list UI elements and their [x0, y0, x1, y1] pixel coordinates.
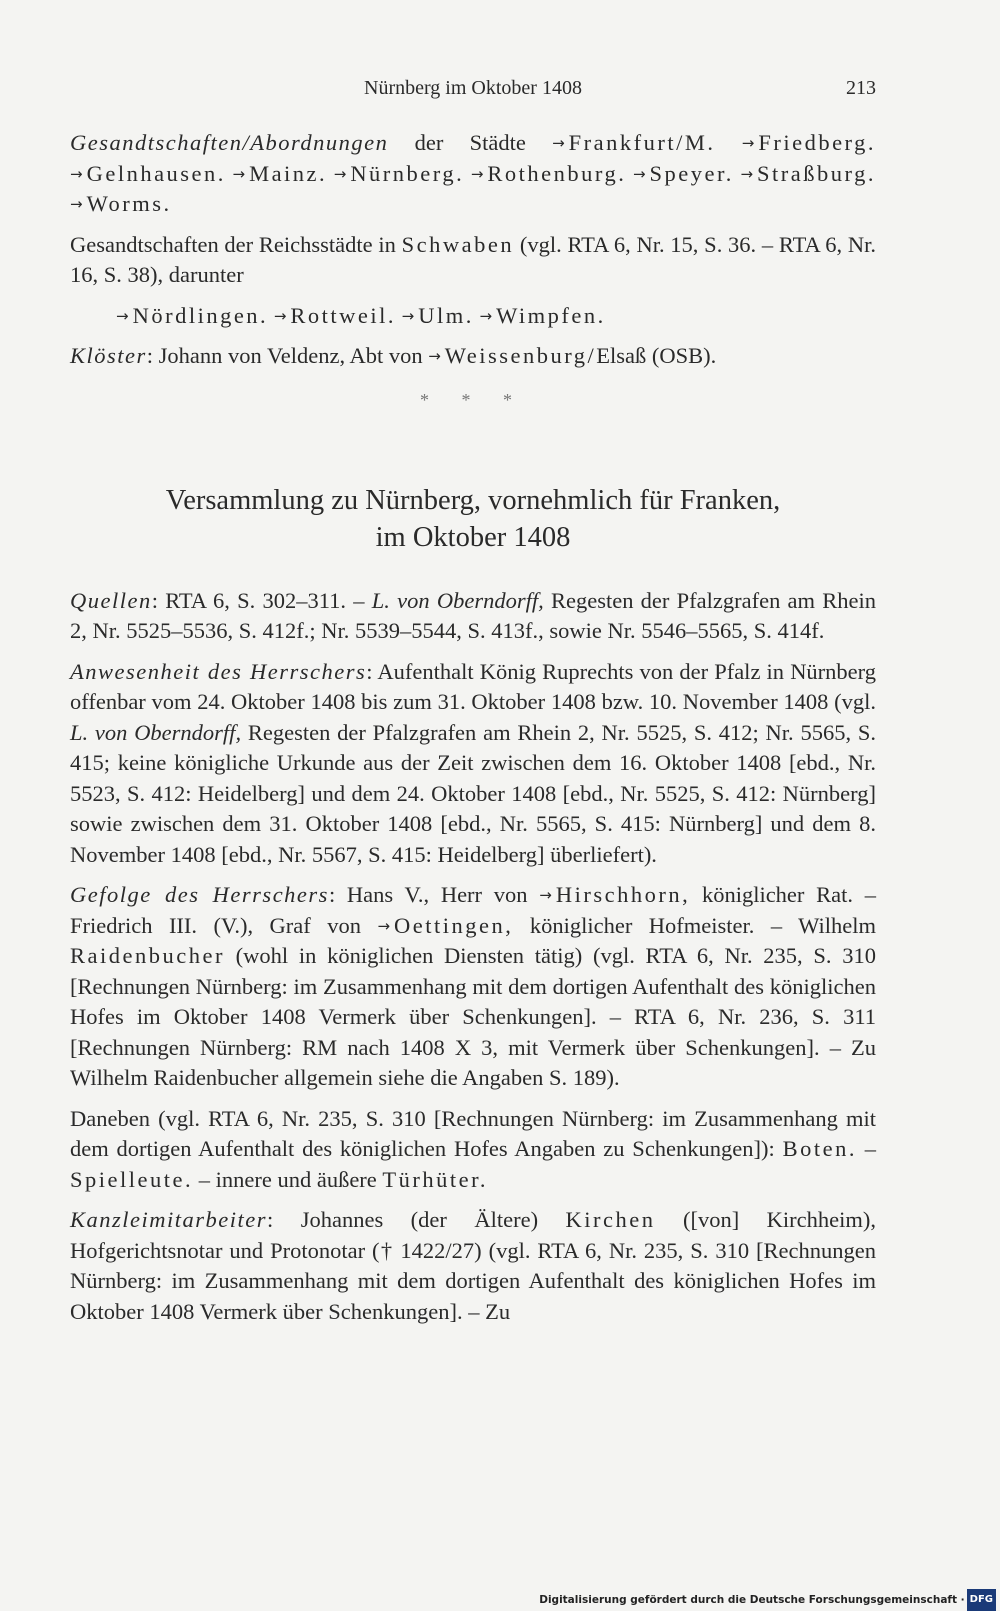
place-name: Ulm.: [418, 302, 474, 328]
place-name: Straßburg.: [757, 160, 876, 186]
place-name: Worms.: [86, 191, 172, 216]
gesandtschaften-paragraph: Gesandtschaften/Abordnungen der Städte → Frankfurt/M. → Friedberg. → Gelnhausen. → Mainz. → Nürnberg. → Rothenburg. → Speyer. → Straßburg. → Worms.: [70, 130, 877, 216]
region-name: Schwaben: [401, 231, 515, 257]
place-name: Rothenburg.: [487, 160, 627, 186]
arrow-icon: →: [232, 164, 246, 183]
place-name: Wimpfen.: [496, 302, 606, 328]
place-name: Weissenburg/: [444, 343, 597, 368]
place-name: Rottweil.: [290, 302, 397, 328]
arrow-icon: →: [740, 164, 754, 183]
arrow-icon: →: [116, 306, 129, 325]
kanzlei-label: Kanzleimitarbeiter: [70, 1207, 267, 1232]
person-name: Kirchen: [565, 1207, 656, 1232]
arrow-icon: →: [333, 164, 347, 183]
place-name: Frankfurt/M.: [568, 130, 716, 155]
arrow-icon: →: [539, 886, 552, 904]
kloester-paragraph: Klöster: Johann von Veldenz, Abt von → Weissenburg/Elsaß (OSB).: [70, 343, 717, 368]
reichsstaedte-cities: [70, 301, 876, 332]
place-name: Nördlingen.: [132, 302, 269, 328]
place-name: Friedberg.: [758, 130, 877, 155]
city-list: [116, 303, 606, 328]
place-name: Nürnberg.: [350, 160, 465, 186]
section-title: Versammlung zu Nürnberg, vornehmlich für Franken, im Oktober 1408: [165, 484, 781, 553]
arrow-icon: →: [552, 134, 565, 152]
page-content: [70, 128, 876, 1337]
role-tuerhueter: Türhüter.: [382, 1166, 489, 1192]
role-spielleute: Spielleute.: [70, 1166, 194, 1192]
quellen-paragraph: Quellen: RTA 6, S. 302–311. – L. von Oberndorff, Regesten der Pfalzgrafen am Rhein 2, Nr. 5525–5536, S. 412f.; Nr. 5539–5544, S. 413f., sowie Nr. 5546–5565, S. 414f.: [70, 587, 877, 643]
gesandtschaften-label: Gesandtschaften/Abordnungen: [70, 130, 389, 155]
author-citation: L. von Oberndorff,: [371, 587, 544, 613]
author-citation: L. von Oberndorff,: [70, 719, 242, 745]
arrow-icon: →: [479, 306, 493, 325]
running-title: Nürnberg im Oktober 1408: [364, 77, 582, 99]
arrow-icon: →: [273, 306, 287, 325]
section-separator: * * *: [420, 389, 526, 410]
person-name: Raidenbucher: [70, 943, 225, 968]
arrow-icon: →: [741, 134, 755, 152]
place-name: Hirschhorn,: [555, 882, 691, 907]
quellen-label: Quellen: [70, 587, 152, 613]
anwesenheit-label: Anwesenheit des Herrschers: [70, 658, 367, 684]
gefolge-label: Gefolge des Herrschers: [70, 882, 329, 907]
arrow-icon: →: [632, 164, 646, 183]
role-boten: Boten.: [782, 1136, 857, 1161]
page-number: 213: [846, 77, 876, 99]
arrow-icon: →: [70, 164, 83, 183]
place-name: Mainz.: [249, 160, 328, 186]
digitization-footer: [539, 1589, 996, 1609]
kanzlei-paragraph: Kanzleimitarbeiter: Johannes (der Ältere) Kirchen ([von] Kirchheim), Hofgerichtsnotar und Protonotar († 1422/27) (vgl. RTA 6, Nr. 235, S. 310 [Rechnungen Nürnberg: im Zusammenhang mit dem dortigen Aufenthalt des königlichen Hofes im Oktober 1408 Vermerk über Schenkungen]. – Zu: [70, 1207, 876, 1324]
dfg-logo: DFG: [967, 1589, 996, 1611]
arrow-icon: →: [428, 347, 441, 365]
kloester-label: Klöster: [70, 343, 147, 368]
reichsstaedte-paragraph: Gesandtschaften der Reichsstädte in Schwaben (vgl. RTA 6, Nr. 15, S. 36. – RTA 6, Nr. 16, S. 38), darunter: [70, 231, 877, 287]
arrow-icon: →: [377, 916, 391, 935]
gefolge-paragraph: Gefolge des Herrschers: Hans V., Herr von → Hirschhorn, königlicher Rat. – Friedrich III. (V.), Graf von → Oettingen, königlicher Hofmeister. – Wilhelm Raidenbucher (wohl in königlichen Diensten tätig) (vgl. RTA 6, Nr. 235, S. 310 [Rechnungen Nürnberg: im Zusammenhang mit dem dortigen Aufenthalt des königlichen Hofes im Oktober 1408 Vermerk über Schenkungen]. – RTA 6, Nr. 236, S. 311 [Rechnungen Nürnberg: RM nach 1408 X 3, mit Vermerk über Schenkungen]. – Zu Wilhelm Raidenbucher allgemein siehe die Angaben S. 189).: [70, 882, 877, 1090]
arrow-icon: →: [470, 164, 484, 183]
place-name: Gelnhausen.: [86, 160, 226, 186]
daneben-paragraph: Daneben (vgl. RTA 6, Nr. 235, S. 310 [Rechnungen Nürnberg: im Zusammenhang mit dem dortigen Aufenthalt des königlichen Hofes Angaben zu Schenkungen]): Boten. – Spielleute. – innere und äußere Türhüter.: [70, 1105, 877, 1192]
anwesenheit-paragraph: Anwesenheit des Herrschers: Aufenthalt König Ruprechts von der Pfalz in Nürnberg offenbar vom 24. Oktober 1408 bis zum 31. Oktober 1408 bzw. 10. November 1408 (vgl. L. von Oberndorff, Regesten der Pfalzgrafen am Rhein 2, Nr. 5525, S. 412; Nr. 5565, S. 415; keine königliche Urkunde aus der Zeit zwischen dem 16. Oktober 1408 [ebd., Nr. 5523, S. 412: Heidelberg] und dem 24. Oktober 1408 [ebd., Nr. 5525, S. 412: Nürnberg] sowie zwischen dem 31. Oktober 1408 [ebd., Nr. 5565, S. 415: Nürnberg] und dem 8. November 1408 [ebd., Nr. 5567, S. 415: Heidelberg] überliefert).: [70, 658, 877, 867]
place-name: Speyer.: [649, 160, 734, 186]
place-name: Oettingen,: [394, 912, 514, 938]
arrow-icon: →: [70, 195, 83, 213]
footer-text: Digitalisierung gefördert durch die Deutsche Forschungsgemeinschaft ·: [539, 1594, 965, 1606]
page-header: [70, 68, 876, 108]
arrow-icon: →: [401, 306, 415, 325]
